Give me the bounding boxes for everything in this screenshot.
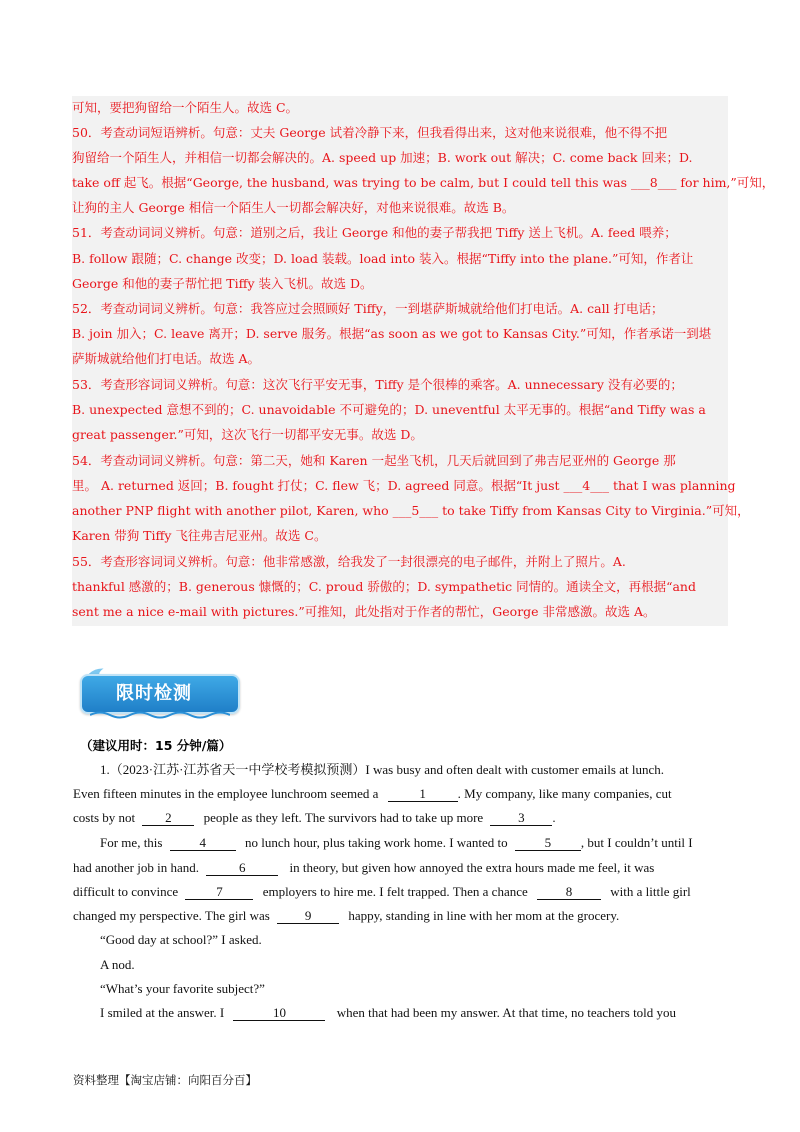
blank-8[interactable]: 8 (537, 885, 601, 900)
blank-6[interactable]: 6 (206, 861, 278, 876)
blank-1[interactable]: 1 (388, 787, 458, 802)
answer-line: 让狗的主人 George 相信一个陌生人一切都会解决好，对他来说很难。故选 B。 (72, 200, 515, 215)
passage-line: “Good day at school?” I asked. (100, 932, 262, 947)
answer-line: take off 起飞。根据“George, the husband, was trying to be calm, but I could tell this was ___8___ for him,”可知， (72, 175, 775, 190)
answer-explanation-box (72, 96, 775, 626)
passage-text: . My company, like many companies, cut (457, 786, 672, 801)
passage-text: employers to hire me. I felt trapped. Then a chance (262, 884, 528, 899)
page-footer: 资料整理【淘宝店铺：向阳百分百】 (73, 1073, 257, 1087)
section-title: 限时检测 (116, 683, 192, 704)
passage-text: For me, this (100, 835, 163, 850)
passage-text: in theory, but given how annoyed the extra hours made me feel, it was (289, 860, 655, 875)
answer-line: B. join 加入；C. leave 离开；D. serve 服务。根据“as soon as we got to Kansas City.”可知，作者承诺一到堪 (72, 326, 712, 341)
passage-text: when that had been my answer. At that time, no teachers told you (336, 1005, 677, 1020)
answer-line: B. follow 跟随；C. change 改变；D. load 装载。load into 装入。根据“Tiffy into the plane.”可知，作者让 (72, 251, 694, 266)
passage-line (73, 786, 672, 802)
answer-line: 51．考查动词词义辨析。句意：道别之后，我让 George 和他的妻子帮我把 Tiffy 送上飞机。A. feed 喂养； (72, 225, 677, 240)
passage-line (73, 884, 691, 900)
answer-line: 萨斯城就给他们打电话。故选 A。 (72, 351, 261, 366)
passage-line (73, 810, 556, 826)
passage-text: , but I couldn’t until I (580, 835, 693, 850)
blank-10[interactable]: 10 (233, 1006, 325, 1021)
answer-line: great passenger.”可知，这次飞行一切都平安无事。故选 D。 (72, 427, 423, 442)
answer-line: 狗留给一个陌生人，并相信一切都会解决的。A. speed up 加速；B. work out 解决；C. come back 回来；D. (72, 150, 693, 165)
passage-line: A nod. (100, 957, 135, 972)
answer-line: B. unexpected 意想不到的；C. unavoidable 不可避免的；D. uneventful 太平无事的。根据“and Tiffy was a (72, 402, 706, 417)
passage-line: “What’s your favorite subject?” (100, 981, 265, 996)
suggested-time: （建议用时：15 分钟/篇） (80, 738, 232, 753)
passage-text: difficult to convince (73, 884, 179, 899)
answer-line: 53．考查形容词词义辨析。句意：这次飞行平安无事，Tiffy 是个很棒的乘客。A. unnecessary 没有必要的； (72, 377, 683, 392)
answer-line: another PNP flight with another pilot, Karen, who ___5___ to take Tiffy from Kansas City to Virginia.”可知， (72, 503, 750, 518)
passage-text: 1.（2023·江苏·江苏省天一中学校考模拟预测）I was busy and often dealt with customer emails at lunch. (100, 762, 664, 777)
passage-text: . (552, 810, 556, 825)
passage-text: no lunch hour, plus taking work home. I wanted to (244, 835, 508, 850)
answer-line: 可知，要把狗留给一个陌生人。故选 C。 (72, 100, 299, 115)
passage-line (73, 860, 654, 876)
blank-7[interactable]: 7 (185, 885, 253, 900)
passage-text: people as they left. The survivors had to take up more (203, 810, 484, 825)
passage-line (100, 1005, 676, 1021)
blank-9[interactable]: 9 (277, 909, 339, 924)
passage-text: changed my perspective. The girl was (73, 908, 270, 923)
blank-5[interactable]: 5 (515, 836, 581, 851)
answer-line: 里。 A. returned 返回；B. fought 打仗；C. flew 飞；D. agreed 同意。根据“It just ___4___ that I was planning (72, 478, 736, 493)
section-banner (76, 660, 240, 722)
answer-line: Karen 带狗 Tiffy 飞往弗吉尼亚州。故选 C。 (72, 528, 327, 543)
passage-text: happy, standing in line with her mom at the grocery. (348, 908, 620, 923)
passage-text: had another job in hand. (73, 860, 199, 875)
passage-line (100, 762, 664, 778)
passage-line (73, 908, 619, 924)
answer-line: 54．考查动词词义辨析。句意：第二天，她和 Karen 一起坐飞机，几天后就回到了弗吉尼亚州的 George 那 (72, 453, 676, 468)
passage-text: Even fifteen minutes in the employee lunchroom seemed a (73, 786, 379, 801)
answer-line: sent me a nice e-mail with pictures.”可推知，此处指对于作者的帮忙，George 非常感激。故选 A。 (72, 604, 656, 619)
answer-line: thankful 感激的；B. generous 慷慨的；C. proud 骄傲的；D. sympathetic 同情的。通读全文，再根据“and (72, 579, 696, 594)
passage-line (100, 835, 693, 851)
passage-text: I smiled at the answer. I (100, 1005, 225, 1020)
answer-line: 52．考查动词词义辨析。句意：我答应过会照顾好 Tiffy，一到堪萨斯城就给他们打电话。A. call 打电话； (72, 301, 664, 316)
answer-line: George 和他的妻子帮忙把 Tiffy 装入飞机。故选 D。 (72, 276, 373, 291)
blank-4[interactable]: 4 (170, 836, 236, 851)
wave-decoration (90, 710, 230, 720)
blank-2[interactable]: 2 (142, 811, 194, 826)
passage-text: with a little girl (610, 884, 691, 899)
passage-text: costs by not (73, 810, 136, 825)
blank-3[interactable]: 3 (490, 811, 552, 826)
answer-line: 55．考查形容词词义辨析。句意：他非常感激，给我发了一封很漂亮的电子邮件，并附上了照片。A. (72, 554, 626, 569)
answer-line: 50．考查动词短语辨析。句意：丈夫 George 试着冷静下来，但我看得出来，这对他来说很难，他不得不把 (72, 125, 668, 140)
